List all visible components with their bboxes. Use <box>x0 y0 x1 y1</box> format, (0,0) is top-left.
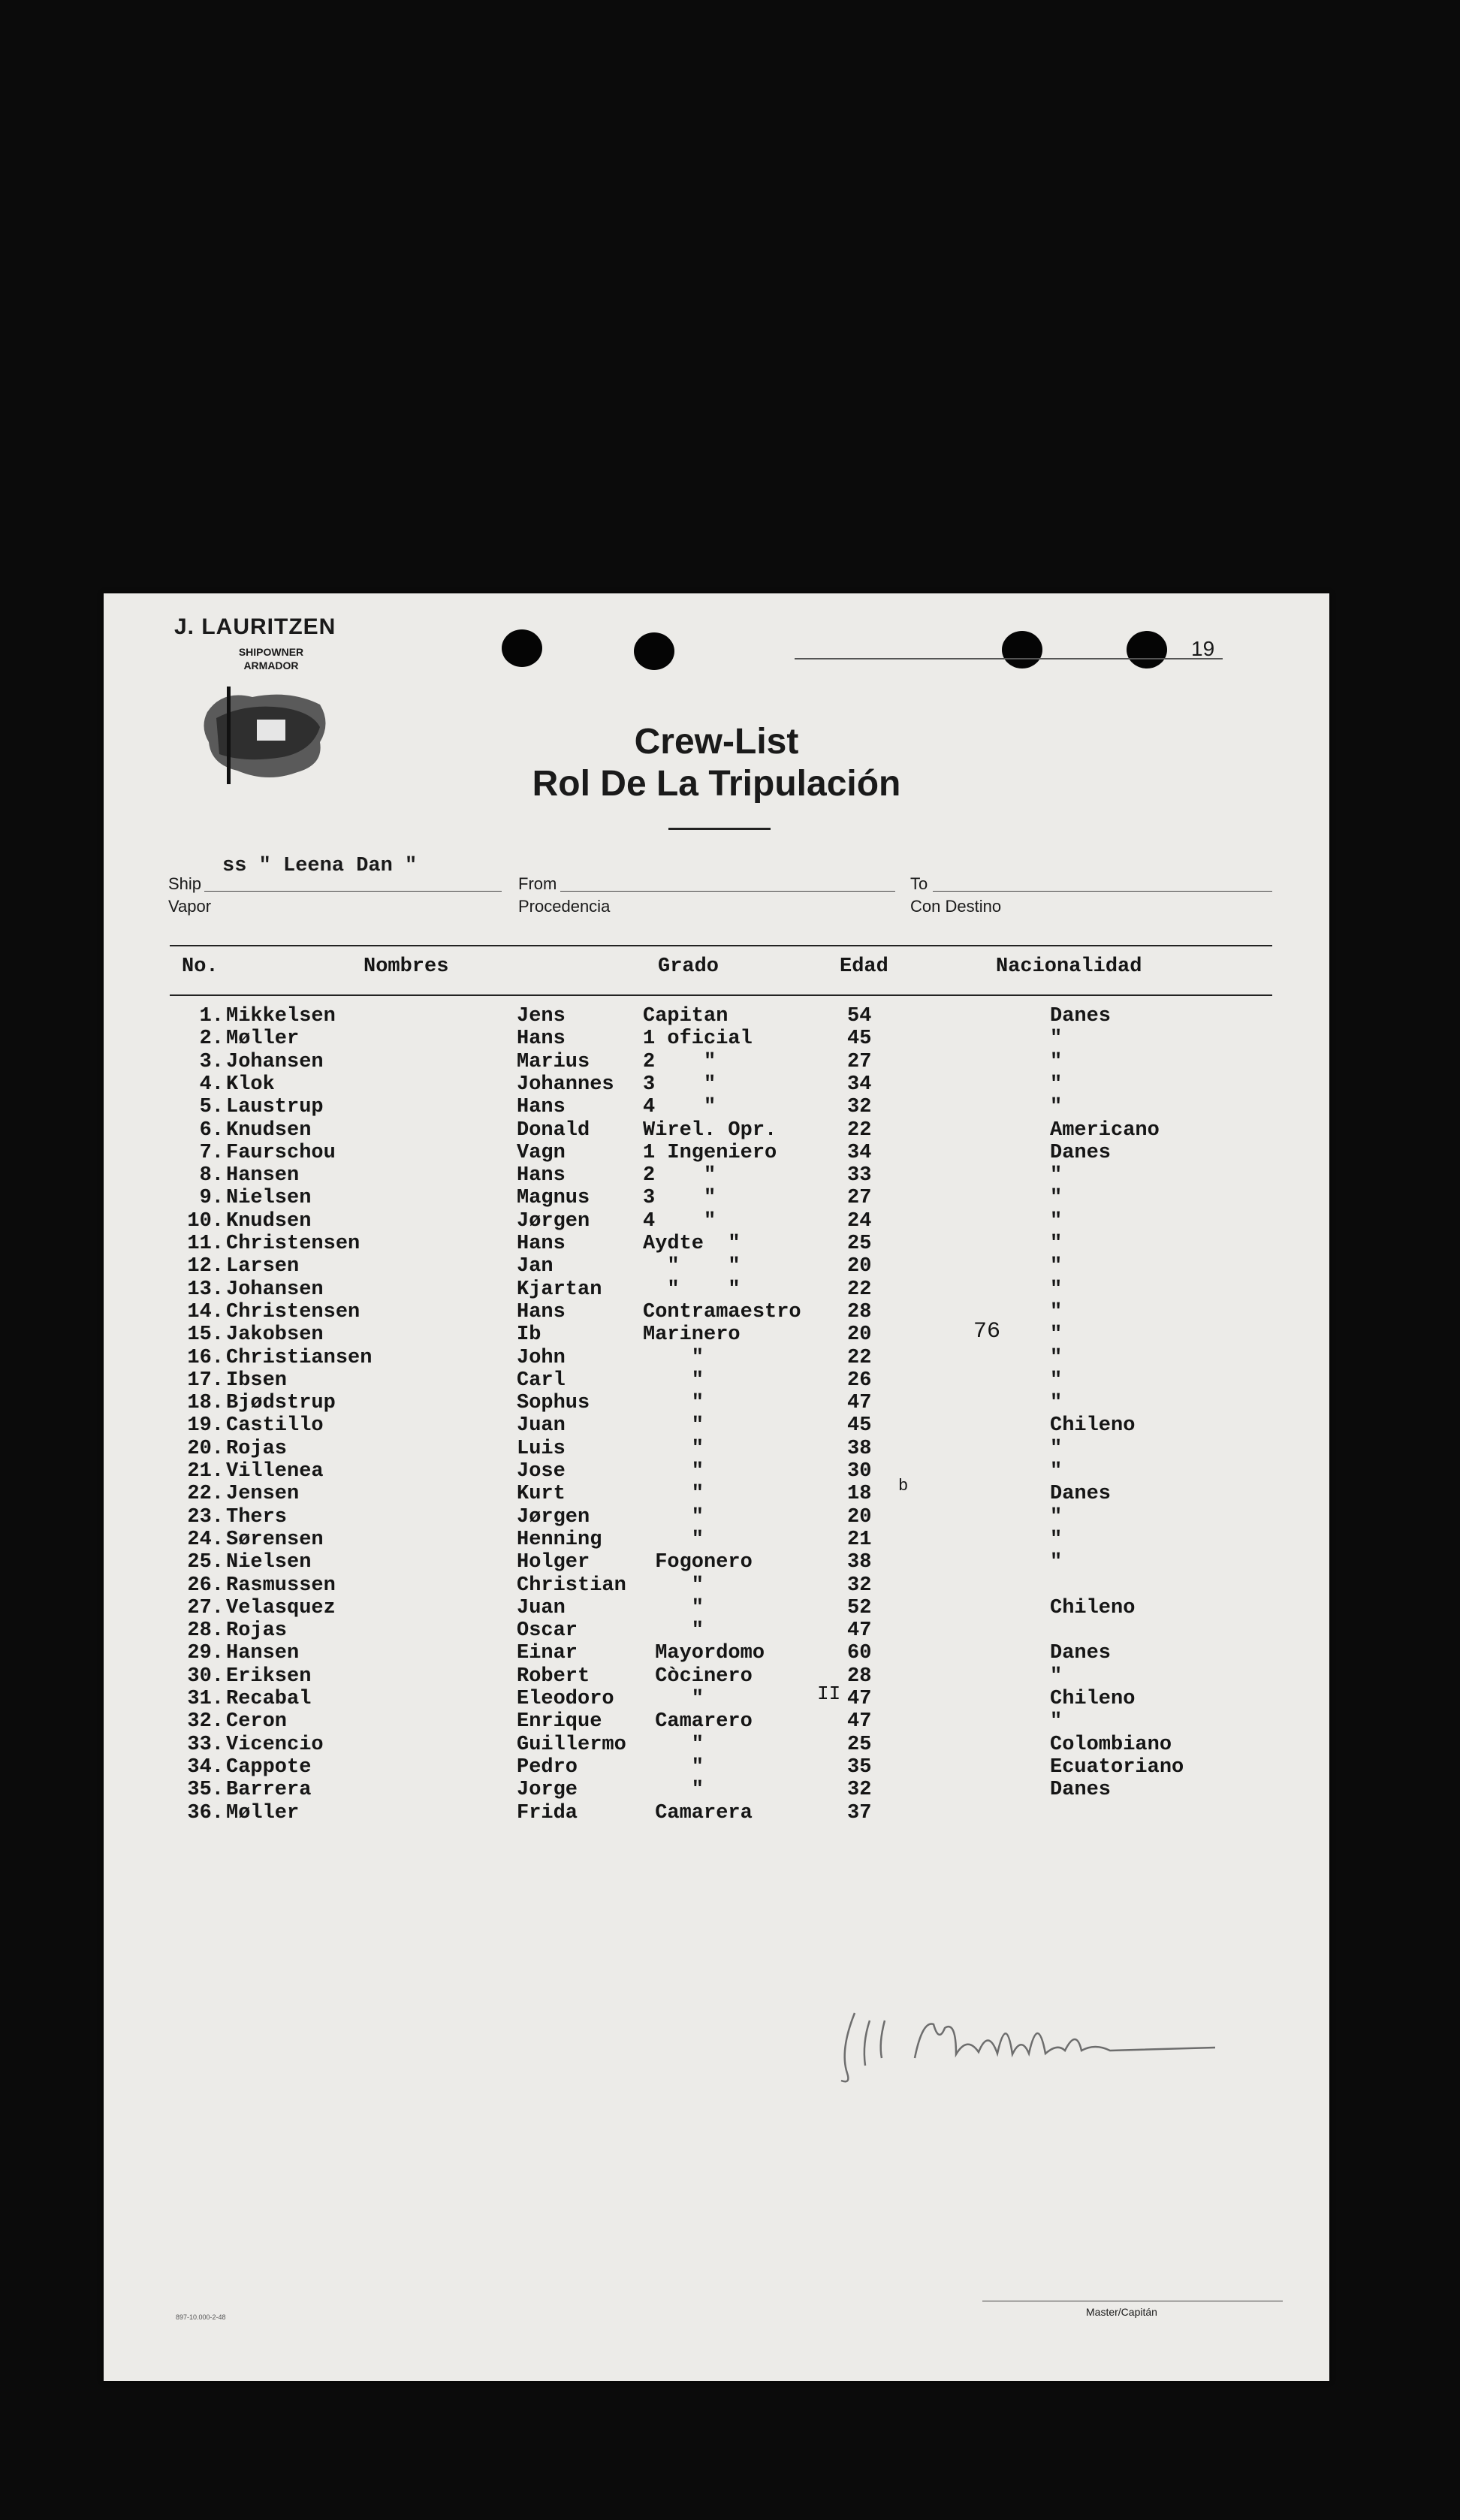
crew-number: 14. <box>187 1300 224 1323</box>
crew-given-name: Juan <box>517 1596 566 1619</box>
crew-surname: Castillo <box>226 1414 324 1438</box>
crew-rank: 1 Ingeniero <box>643 1141 777 1164</box>
crew-rank: " <box>643 1596 704 1619</box>
crew-surname: Rasmussen <box>226 1574 336 1597</box>
crew-surname: Hansen <box>226 1164 300 1188</box>
crew-rank: 2 " <box>643 1164 716 1188</box>
crew-given-name: Jørgen <box>517 1209 590 1233</box>
crew-age: 22 <box>847 1278 872 1301</box>
crew-nationality: " <box>1050 1233 1063 1255</box>
crew-age: 28 <box>847 1300 872 1323</box>
table-row <box>104 1164 1329 1187</box>
crew-given-name: Vagn <box>517 1141 566 1164</box>
crew-rank: " <box>643 1505 704 1529</box>
crew-given-name: Magnus <box>517 1187 590 1210</box>
company-name: J. LAURITZEN <box>174 614 336 639</box>
table-row <box>104 1096 1329 1118</box>
crew-rank: Còcinero <box>643 1664 753 1688</box>
crew-nationality: " <box>1050 1710 1063 1734</box>
crew-age: 27 <box>847 1187 872 1210</box>
crew-number: 15. <box>187 1323 224 1347</box>
crew-nationality: " <box>1050 1437 1063 1460</box>
crew-given-name: John <box>517 1346 566 1369</box>
crew-surname: Møller <box>226 1028 300 1051</box>
crew-list-document <box>104 593 1329 2381</box>
crew-nationality: Danes <box>1050 1141 1112 1164</box>
crew-rank: Aydte " <box>643 1233 741 1255</box>
crew-given-name: Juan <box>517 1414 566 1438</box>
table-row <box>104 1642 1329 1664</box>
table-row <box>104 1551 1329 1574</box>
crew-given-name: Enrique <box>517 1710 602 1734</box>
crew-given-name: Frida <box>517 1801 578 1824</box>
crew-surname: Rojas <box>226 1619 288 1643</box>
crew-number: 3. <box>199 1050 224 1073</box>
table-row <box>104 1142 1329 1164</box>
crew-nationality: Chileno <box>1050 1688 1136 1710</box>
to-label: To <box>910 874 928 893</box>
crew-age: 45 <box>847 1028 872 1051</box>
crew-number: 29. <box>187 1642 224 1665</box>
header-nationality: Nacionalidad <box>996 955 1142 978</box>
crew-surname: Mikkelsen <box>226 1005 336 1028</box>
crew-age: 32 <box>847 1096 872 1119</box>
ship-name-value: ss " Leena Dan " <box>222 855 418 877</box>
master-label: Master/Capitán <box>1086 2306 1157 2318</box>
crew-number: 36. <box>187 1801 224 1824</box>
table-row <box>104 1187 1329 1209</box>
crew-rank: " " <box>643 1278 741 1301</box>
crew-nationality: Chileno <box>1050 1596 1136 1619</box>
crew-number: 18. <box>187 1392 224 1415</box>
crew-nationality: " <box>1050 1460 1063 1483</box>
crew-nationality: " <box>1050 1255 1063 1278</box>
crew-surname: Velasquez <box>226 1596 336 1619</box>
annotation-ii: II <box>817 1683 841 1705</box>
crew-rank: Camarera <box>643 1801 753 1824</box>
crew-nationality: " <box>1050 1096 1063 1119</box>
table-header-rule <box>170 994 1272 996</box>
crew-given-name: Hans <box>517 1300 566 1323</box>
crew-given-name: Johannes <box>517 1073 614 1096</box>
table-row <box>104 1323 1329 1346</box>
crew-number: 8. <box>199 1164 224 1188</box>
crew-surname: Johansen <box>226 1050 324 1073</box>
table-row <box>104 1255 1329 1278</box>
table-row <box>104 1802 1329 1824</box>
crew-number: 31. <box>187 1688 224 1710</box>
table-row <box>104 1529 1329 1551</box>
crew-number: 10. <box>187 1209 224 1233</box>
table-row <box>104 1369 1329 1392</box>
table-row <box>104 1438 1329 1460</box>
crew-age: 25 <box>847 1733 872 1756</box>
crew-given-name: Luis <box>517 1437 566 1460</box>
table-row <box>104 1460 1329 1483</box>
from-field-line <box>560 891 895 892</box>
table-row <box>104 1278 1329 1301</box>
crew-given-name: Oscar <box>517 1619 578 1643</box>
table-row <box>104 1597 1329 1619</box>
crew-given-name: Ib <box>517 1323 541 1347</box>
crew-surname: Christensen <box>226 1233 360 1255</box>
crew-number: 6. <box>199 1118 224 1142</box>
table-row <box>104 1119 1329 1142</box>
date-line <box>795 658 1223 659</box>
table-top-rule <box>170 945 1272 946</box>
crew-age: 47 <box>847 1619 872 1643</box>
crew-nationality: Danes <box>1050 1779 1112 1802</box>
crew-nationality: " <box>1050 1300 1063 1323</box>
crew-nationality: " <box>1050 1369 1063 1392</box>
crew-age: 60 <box>847 1642 872 1665</box>
crew-number: 20. <box>187 1437 224 1460</box>
crew-given-name: Hans <box>517 1164 566 1188</box>
crew-surname: Christiansen <box>226 1346 373 1369</box>
crew-age: 38 <box>847 1437 872 1460</box>
crew-surname: Nielsen <box>226 1187 312 1210</box>
crew-age: 38 <box>847 1551 872 1574</box>
print-code: 897-10.000-2-48 <box>176 2313 226 2321</box>
crew-rank: " <box>643 1346 704 1369</box>
crew-rank: " <box>643 1733 704 1756</box>
document-title: Crew-List <box>634 722 799 762</box>
crew-age: 47 <box>847 1710 872 1734</box>
table-row <box>104 1392 1329 1414</box>
crew-rank: Camarero <box>643 1710 753 1734</box>
crew-age: 26 <box>847 1369 872 1392</box>
crew-age: 47 <box>847 1392 872 1415</box>
crew-number: 1. <box>199 1005 224 1028</box>
crew-surname: Villenea <box>226 1460 324 1483</box>
table-row <box>104 1574 1329 1597</box>
punch-hole-4 <box>1127 631 1167 668</box>
crew-age: 34 <box>847 1073 872 1096</box>
crew-age: 24 <box>847 1209 872 1233</box>
date-year-prefix: 19 <box>1191 637 1215 660</box>
crew-age: 33 <box>847 1164 872 1188</box>
title-underline <box>668 828 771 830</box>
table-row <box>104 1301 1329 1323</box>
table-row <box>104 1506 1329 1529</box>
crew-given-name: Pedro <box>517 1755 578 1779</box>
crew-surname: Vicencio <box>226 1733 324 1756</box>
crew-age: 52 <box>847 1596 872 1619</box>
crew-number: 12. <box>187 1255 224 1278</box>
crew-number: 13. <box>187 1278 224 1301</box>
crew-nationality: " <box>1050 1346 1063 1369</box>
crew-number: 21. <box>187 1460 224 1483</box>
crew-number: 34. <box>187 1755 224 1779</box>
crew-surname: Knudsen <box>226 1118 312 1142</box>
table-row <box>104 1779 1329 1801</box>
crew-nationality: Danes <box>1050 1005 1112 1028</box>
table-row <box>104 1665 1329 1688</box>
crew-surname: Klok <box>226 1073 275 1096</box>
crew-surname: Knudsen <box>226 1209 312 1233</box>
crew-given-name: Jørgen <box>517 1505 590 1529</box>
crew-given-name: Einar <box>517 1642 578 1665</box>
crew-age: 34 <box>847 1141 872 1164</box>
table-row <box>104 1073 1329 1096</box>
crew-rank: 1 oficial <box>643 1028 753 1051</box>
crew-given-name: Kurt <box>517 1483 566 1506</box>
crew-nationality: " <box>1050 1551 1063 1574</box>
crew-surname: Eriksen <box>226 1664 312 1688</box>
ship-label: Ship <box>168 874 202 893</box>
punch-hole-3 <box>1002 631 1042 668</box>
crew-number: 5. <box>199 1096 224 1119</box>
crew-nationality: Colombiano <box>1050 1733 1172 1756</box>
crew-nationality: " <box>1050 1505 1063 1529</box>
crew-rank: 2 " <box>643 1050 716 1073</box>
crew-surname: Faurschou <box>226 1141 336 1164</box>
crew-age: 25 <box>847 1233 872 1255</box>
crew-number: 22. <box>187 1483 224 1506</box>
crew-rank: " <box>643 1779 704 1802</box>
crew-number: 28. <box>187 1619 224 1643</box>
crew-age: 18 <box>847 1483 872 1506</box>
crew-number: 30. <box>187 1664 224 1688</box>
crew-rank: " <box>643 1688 704 1710</box>
table-row <box>104 1005 1329 1028</box>
crew-number: 4. <box>199 1073 224 1096</box>
crew-surname: Johansen <box>226 1278 324 1301</box>
crew-surname: Thers <box>226 1505 288 1529</box>
from-label-es: Procedencia <box>518 897 611 916</box>
crew-age: 27 <box>847 1050 872 1073</box>
crew-nationality: " <box>1050 1323 1063 1347</box>
crew-surname: Hansen <box>226 1642 300 1665</box>
crew-surname: Recabal <box>226 1688 312 1710</box>
crew-rank: " <box>643 1619 704 1643</box>
crew-rank: " <box>643 1414 704 1438</box>
crew-number: 33. <box>187 1733 224 1756</box>
crew-surname: Ibsen <box>226 1369 288 1392</box>
table-row <box>104 1483 1329 1505</box>
crew-nationality: Ecuatoriano <box>1050 1755 1184 1779</box>
crew-surname: Jakobsen <box>226 1323 324 1347</box>
company-subtitle-es: ARMADOR <box>243 659 299 671</box>
signature <box>810 1998 1230 2088</box>
table-row <box>104 1210 1329 1233</box>
crew-given-name: Donald <box>517 1118 590 1142</box>
crew-number: 19. <box>187 1414 224 1438</box>
crew-rank: Marinero <box>643 1323 741 1347</box>
crew-given-name: Henning <box>517 1528 602 1551</box>
crew-rank: " <box>643 1528 704 1551</box>
crew-surname: Rojas <box>226 1437 288 1460</box>
crew-given-name: Hans <box>517 1028 566 1051</box>
crew-rank: " <box>643 1437 704 1460</box>
crew-number: 16. <box>187 1346 224 1369</box>
crew-surname: Christensen <box>226 1300 360 1323</box>
crew-surname: Nielsen <box>226 1551 312 1574</box>
from-label: From <box>518 874 557 893</box>
crew-number: 23. <box>187 1505 224 1529</box>
ship-label-es: Vapor <box>168 897 212 916</box>
crew-given-name: Carl <box>517 1369 566 1392</box>
table-row <box>104 1051 1329 1073</box>
table-row <box>104 1619 1329 1642</box>
crew-rank: Mayordomo <box>643 1642 765 1665</box>
crew-nationality: " <box>1050 1028 1063 1051</box>
table-row <box>104 1028 1329 1050</box>
to-field-line <box>933 891 1272 892</box>
crew-rank: Wirel. Opr. <box>643 1118 777 1142</box>
crew-age: 45 <box>847 1414 872 1438</box>
crew-number: 26. <box>187 1574 224 1597</box>
crew-age: 35 <box>847 1755 872 1779</box>
crew-age: 22 <box>847 1346 872 1369</box>
crew-rank: " <box>643 1574 704 1597</box>
crew-given-name: Jan <box>517 1255 554 1278</box>
crew-rank: 3 " <box>643 1187 716 1210</box>
punch-hole-1 <box>502 629 542 667</box>
crew-rank: " <box>643 1369 704 1392</box>
crew-surname: Laustrup <box>226 1096 324 1119</box>
company-subtitle-en: SHIPOWNER <box>238 646 304 658</box>
crew-nationality: " <box>1050 1209 1063 1233</box>
table-row <box>104 1710 1329 1733</box>
crew-given-name: Jens <box>517 1005 566 1028</box>
crew-age: 21 <box>847 1528 872 1551</box>
crew-number: 11. <box>187 1233 224 1255</box>
annotation-b: b <box>898 1477 909 1495</box>
crew-nationality: Americano <box>1050 1118 1160 1142</box>
crew-rank: 4 " <box>643 1096 716 1119</box>
crew-nationality: " <box>1050 1164 1063 1188</box>
crew-surname: Cappote <box>226 1755 312 1779</box>
crew-age: 28 <box>847 1664 872 1688</box>
crew-given-name: Holger <box>517 1551 590 1574</box>
header-no: No. <box>182 955 219 978</box>
total-crew-annotation: 76 <box>973 1319 1001 1345</box>
crew-age: 37 <box>847 1801 872 1824</box>
crew-given-name: Jorge <box>517 1779 578 1802</box>
crew-number: 24. <box>187 1528 224 1551</box>
crew-rank: Fogonero <box>643 1551 753 1574</box>
crew-age: 20 <box>847 1255 872 1278</box>
crew-surname: Larsen <box>226 1255 300 1278</box>
crew-nationality: Danes <box>1050 1483 1112 1506</box>
table-row <box>104 1734 1329 1756</box>
crew-given-name: Christian <box>517 1574 626 1597</box>
crew-number: 27. <box>187 1596 224 1619</box>
crew-nationality: Danes <box>1050 1642 1112 1665</box>
crew-age: 32 <box>847 1574 872 1597</box>
header-age: Edad <box>840 955 888 978</box>
table-row <box>104 1756 1329 1779</box>
crew-age: 54 <box>847 1005 872 1028</box>
crew-given-name: Kjartan <box>517 1278 602 1301</box>
document-title-spanish: Rol De La Tripulación <box>532 764 901 804</box>
crew-nationality: Chileno <box>1050 1414 1136 1438</box>
crew-nationality: " <box>1050 1528 1063 1551</box>
crew-rank: Capitan <box>643 1005 728 1028</box>
to-label-es: Con Destino <box>910 897 1002 916</box>
crew-given-name: Hans <box>517 1096 566 1119</box>
table-row <box>104 1233 1329 1255</box>
crew-nationality: " <box>1050 1187 1063 1210</box>
table-row <box>104 1688 1329 1710</box>
crew-age: 32 <box>847 1779 872 1802</box>
crew-given-name: Jose <box>517 1460 566 1483</box>
crew-number: 25. <box>187 1551 224 1574</box>
crew-surname: Sørensen <box>226 1528 324 1551</box>
crew-number: 9. <box>199 1187 224 1210</box>
crew-rank: Contramaestro <box>643 1300 801 1323</box>
crew-age: 30 <box>847 1460 872 1483</box>
crew-nationality: " <box>1050 1278 1063 1301</box>
crew-rank: " <box>643 1755 704 1779</box>
crew-rank: " <box>643 1460 704 1483</box>
crew-nationality: " <box>1050 1050 1063 1073</box>
crew-given-name: Sophus <box>517 1392 590 1415</box>
crew-nationality: " <box>1050 1073 1063 1096</box>
header-rank: Grado <box>658 955 719 978</box>
header-names: Nombres <box>363 955 449 978</box>
crew-number: 7. <box>199 1141 224 1164</box>
crew-rank: 3 " <box>643 1073 716 1096</box>
crew-given-name: Guillermo <box>517 1733 626 1756</box>
crew-number: 17. <box>187 1369 224 1392</box>
crew-age: 47 <box>847 1688 872 1710</box>
crew-number: 32. <box>187 1710 224 1734</box>
crew-age: 20 <box>847 1505 872 1529</box>
crew-surname: Barrera <box>226 1779 312 1802</box>
crew-surname: Ceron <box>226 1710 288 1734</box>
ship-field-line <box>204 891 502 892</box>
crew-number: 2. <box>199 1028 224 1051</box>
table-row <box>104 1414 1329 1437</box>
crew-given-name: Hans <box>517 1233 566 1255</box>
crew-rank: 4 " <box>643 1209 716 1233</box>
crew-given-name: Robert <box>517 1664 590 1688</box>
crew-number: 35. <box>187 1779 224 1802</box>
crew-nationality: " <box>1050 1664 1063 1688</box>
crew-surname: Bjødstrup <box>226 1392 336 1415</box>
crew-rank: " <box>643 1392 704 1415</box>
crew-surname: Møller <box>226 1801 300 1824</box>
crew-given-name: Marius <box>517 1050 590 1073</box>
crew-age: 20 <box>847 1323 872 1347</box>
crew-rank: " <box>643 1483 704 1506</box>
crew-nationality: " <box>1050 1392 1063 1415</box>
punch-hole-2 <box>634 632 674 670</box>
table-row <box>104 1347 1329 1369</box>
crew-given-name: Eleodoro <box>517 1688 614 1710</box>
crew-surname: Jensen <box>226 1483 300 1506</box>
crew-age: 22 <box>847 1118 872 1142</box>
crew-rank: " " <box>643 1255 741 1278</box>
